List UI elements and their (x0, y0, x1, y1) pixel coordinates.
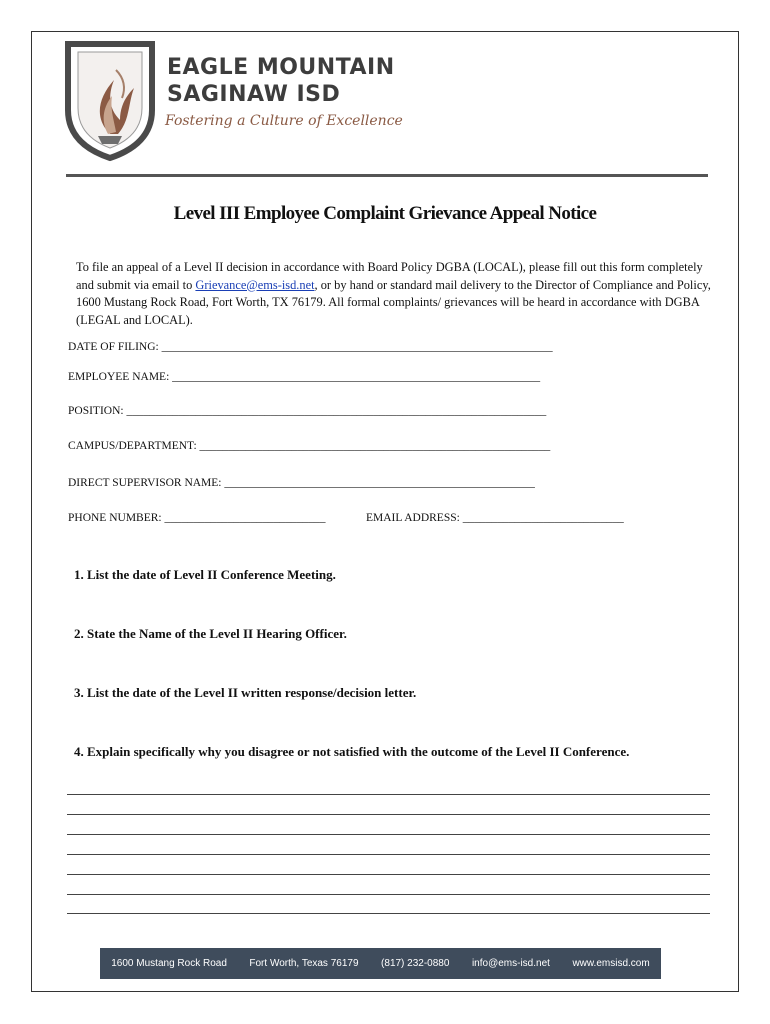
footer-website: www.emsisd.com (572, 958, 650, 969)
employee-name-field[interactable]: EMPLOYEE NAME: ________________________________________________________________ (68, 371, 541, 383)
footer-email: info@ems-isd.net (471, 958, 550, 969)
footer-city: Fort Worth, Texas 76179 (249, 958, 359, 969)
footer-address: 1600 Mustang Rock Road (111, 958, 227, 969)
district-tagline: Fostering a Culture of Excellence (165, 113, 403, 129)
intro-text-end: , or by hand or standard mail delivery to the Director of Compliance and Policy, 1600 Mustang Rock Road, Fort Worth, TX 76179. All formal complaints/ grievances will be heard in accordance with DGBA (LEGAL and LOCAL). (76, 277, 711, 327)
position-field[interactable]: POSITION: _________________________________________________________________________ (68, 405, 547, 417)
district-name-line2: SAGINAW ISD (167, 82, 341, 107)
answer-line[interactable] (67, 874, 710, 875)
answer-line[interactable] (67, 854, 710, 855)
district-name-line1: EAGLE MOUNTAIN (167, 55, 395, 80)
question-1: 1. List the date of Level II Conference Meeting. (74, 567, 336, 582)
date-of-filing-field[interactable]: DATE OF FILING: ____________________________________________________________________ (68, 341, 553, 353)
intro-text-start: To file an appeal of a Level II decision in accordance with Board Policy DGBA (LOCAL), please fill out this form completely and submit via email to (76, 260, 703, 292)
question-3: 3. List the date of the Level II written response/decision letter. (74, 685, 417, 700)
direct-supervisor-field[interactable]: DIRECT SUPERVISOR NAME: ______________________________________________________ (68, 477, 535, 489)
document-title: Level III Employee Complaint Grievance Appeal Notice (173, 203, 597, 224)
header-divider (66, 174, 708, 177)
district-shield-logo (64, 40, 156, 162)
phone-number-field[interactable]: PHONE NUMBER: ____________________________ (68, 512, 326, 524)
intro-paragraph (76, 259, 716, 329)
email-address-field[interactable]: EMAIL ADDRESS: ____________________________ (366, 512, 624, 524)
contact-footer-bar (100, 948, 661, 979)
question-2: 2. State the Name of the Level II Hearing Officer. (74, 626, 347, 641)
grievance-email-link[interactable]: Grievance@ems-isd.net (195, 277, 315, 292)
answer-line[interactable] (67, 814, 710, 815)
question-4: 4. Explain specifically why you disagree or not satisfied with the outcome of the Level II Conference. (74, 744, 630, 759)
campus-department-field[interactable]: CAMPUS/DEPARTMENT: _____________________________________________________________ (68, 440, 551, 452)
answer-line[interactable] (67, 794, 710, 795)
footer-phone: (817) 232-0880 (381, 958, 450, 969)
answer-line[interactable] (67, 834, 710, 835)
answer-line[interactable] (67, 913, 710, 914)
answer-line[interactable] (67, 894, 710, 895)
